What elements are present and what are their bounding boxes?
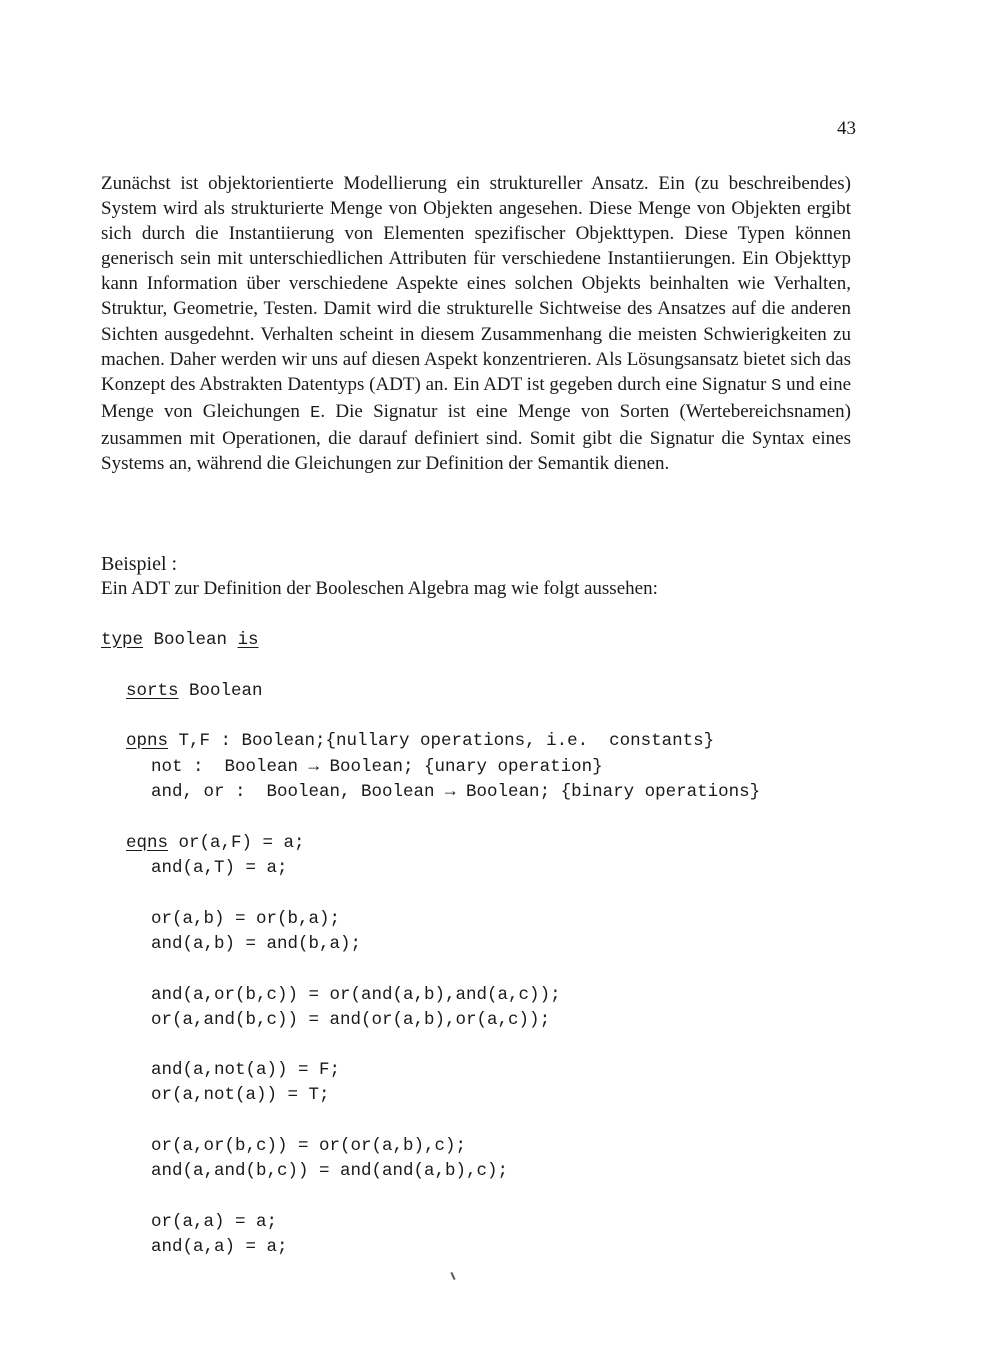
type-name: Boolean (143, 630, 238, 650)
equation: and(a,or(b,c)) = or(and(a,b),and(a,c)); (151, 985, 561, 1005)
eqns-first: or(a,F) = a; (168, 833, 305, 853)
code-type-line (101, 629, 259, 651)
example-intro: Ein ADT zur Definition der Booleschen Algebra mag wie folgt aussehen: (101, 578, 658, 599)
code-opns-line (126, 730, 714, 752)
equation: and(a,and(b,c)) = and(and(a,b),c); (151, 1161, 509, 1181)
code-op-andor: and, or : Boolean, Boolean → Boolean; {binary operations} (151, 782, 761, 802)
signature-symbol: S (771, 376, 782, 396)
equation: or(a,a) = a; (151, 1212, 278, 1232)
example-heading: Beispiel : (101, 553, 178, 575)
sorts-rest: Boolean (178, 681, 263, 701)
equation: or(a,not(a)) = T; (151, 1085, 330, 1105)
keyword-eqns: eqns (126, 833, 169, 853)
body-paragraph (101, 171, 851, 476)
equation: and(a,b) = and(b,a); (151, 934, 362, 954)
equation: or(a,or(b,c)) = or(or(a,b),c); (151, 1136, 467, 1156)
page-number: 43 (837, 118, 856, 139)
equation: or(a,b) = or(b,a); (151, 909, 341, 929)
paragraph-text-3: . Die Signatur ist eine Menge von Sorten (Wertebereichsnamen) zusammen mit Operationen, die darauf definiert sind. Somit gibt die Signatur die Syntax eines Systems an, während die Gleichungen zur Definition der Semantik dienen. (101, 400, 852, 475)
paragraph-text-2: und eine Menge von Gleichungen (101, 373, 851, 422)
scan-mark (450, 1272, 455, 1280)
keyword-sorts: sorts (126, 681, 179, 701)
equation: and(a,T) = a; (151, 858, 288, 878)
paragraph-text-1: Zunächst ist objektorientierte Modellierung ein struktureller Ansatz. Ein (zu beschreibendes) System wird als strukturierte Menge von Objekten angesehen. Diese Menge von Objekten ergibt sich durch die Instantiierung von Elementen spezifischer Objekttypen. Diese Typen können generisch sein mit unterschiedlichen Attributen für verschiedene Instantiierungen. Ein Objekttyp kann Information über verschiedene Aspekte eines solchen Objekts beinhalten wie Verhalten, Struktur, Geometrie, Testen. Damit wird die strukturelle Sichtweise des Ansatzes auf die anderen Sichten ausgedehnt. Verhalten scheint in diesem Zusammenhang die meisten Schwierigkeiten zu machen. Daher werden wir uns auf diesen Aspekt konzentrieren. Als Lösungsansatz bietet sich das Konzept des Abstrakten Datentyps (ADT) an. Ein ADT ist gegeben durch eine Signatur (101, 173, 851, 395)
equations-symbol: E (310, 403, 321, 423)
code-sorts-line (126, 680, 263, 702)
equation: and(a,a) = a; (151, 1237, 288, 1257)
code-op-not: not : Boolean → Boolean; {unary operation} (151, 757, 603, 777)
code-eqns-line (126, 832, 305, 854)
equation: or(a,and(b,c)) = and(or(a,b),or(a,c)); (151, 1010, 551, 1030)
keyword-is: is (237, 630, 259, 650)
keyword-type: type (101, 630, 144, 650)
opns-rest: T,F : Boolean;{nullary operations, i.e. constants} (168, 731, 715, 751)
equation: and(a,not(a)) = F; (151, 1060, 341, 1080)
keyword-opns: opns (126, 731, 169, 751)
